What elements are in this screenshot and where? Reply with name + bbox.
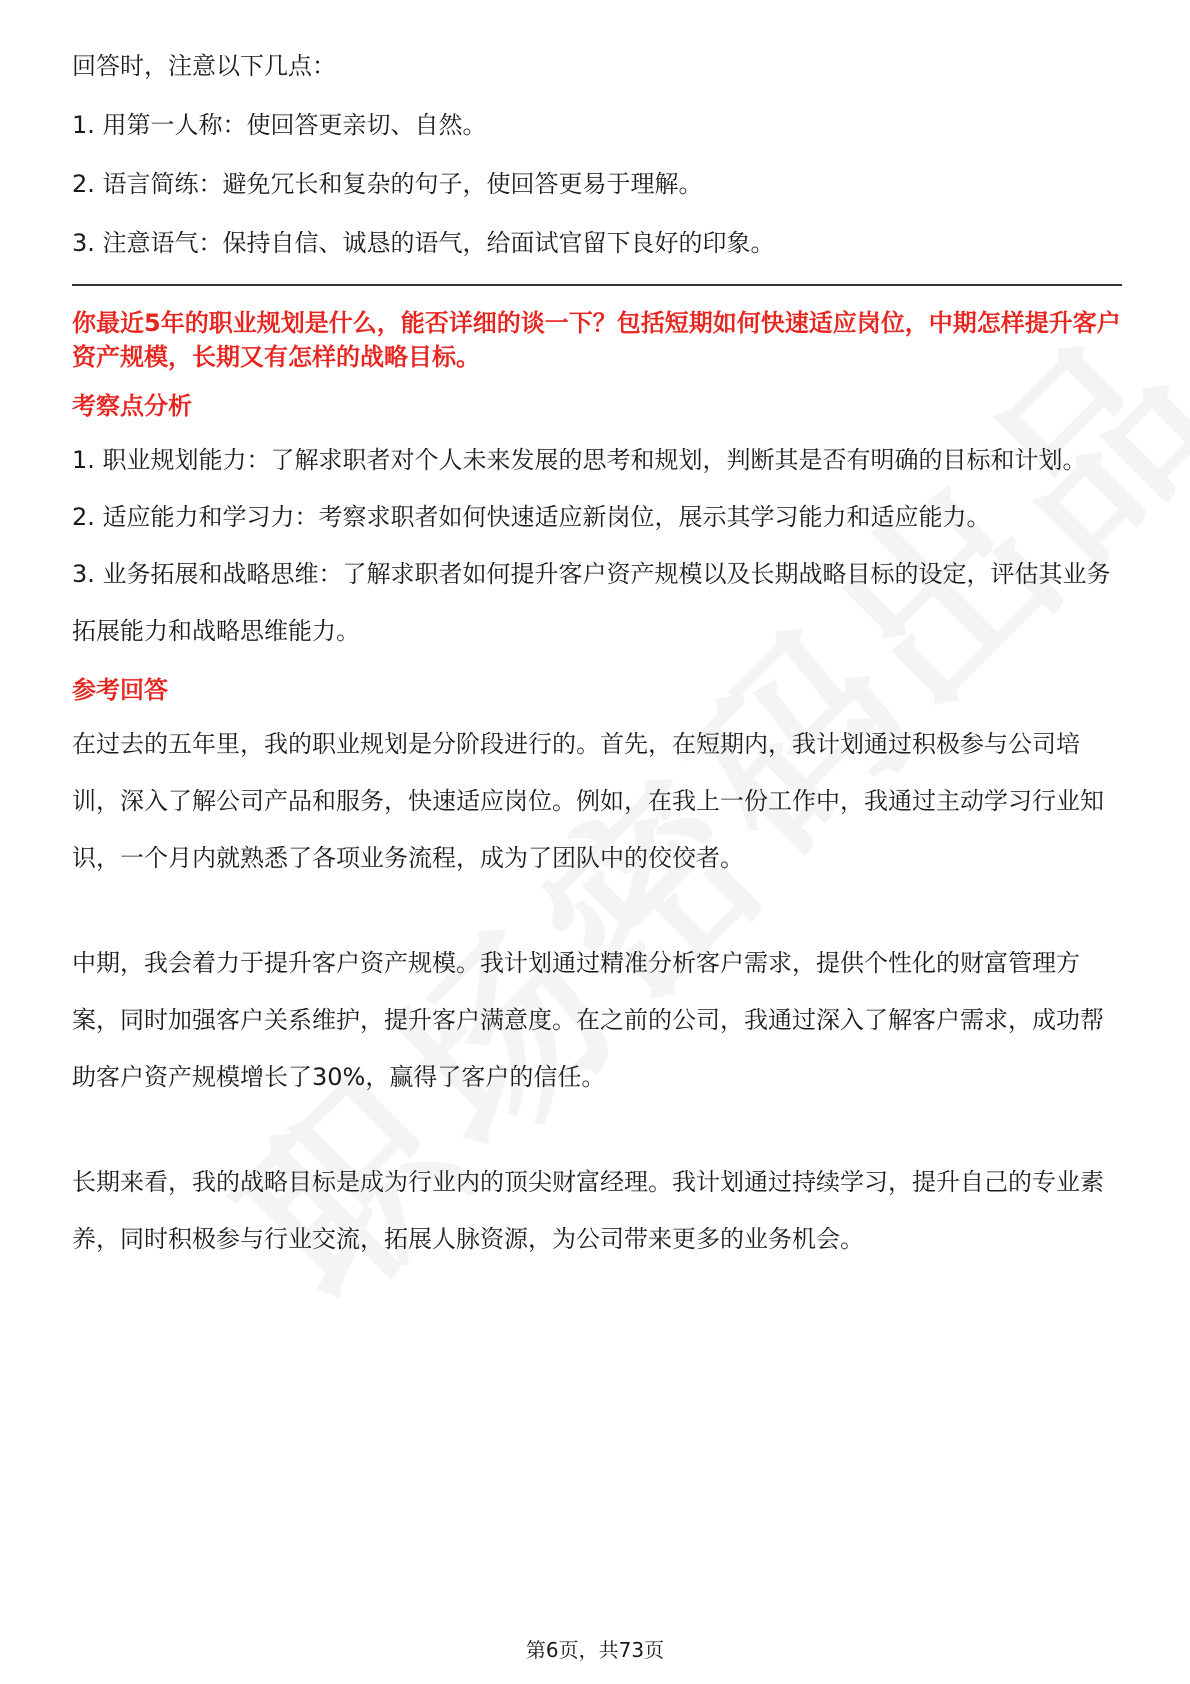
intro-point: 1. 用第一人称：使回答更亲切、自然。 <box>72 111 487 139</box>
answer-paragraph: 长期来看，我的战略目标是成为行业内的顶尖财富经理。我计划通过持续学习，提升自己的专业素养，同时积极参与行业交流，拓展人脉资源，为公司带来更多的业务机会。 <box>72 1168 1104 1253</box>
answer-paragraph: 中期，我会着力于提升客户资产规模。我计划通过精准分析客户需求，提供个性化的财富管理方案，同时加强客户关系维护，提升客户满意度。在之前的公司，我通过深入了解客户需求，成功帮助客户资产规模增长了30%，赢得了客户的信任。 <box>72 949 1104 1091</box>
intro-lead: 回答时，注意以下几点： <box>72 52 336 80</box>
answer-paragraph: 在过去的五年里，我的职业规划是分阶段进行的。首先，在短期内，我计划通过积极参与公司培训，深入了解公司产品和服务，快速适应岗位。例如，在我上一份工作中，我通过主动学习行业知识，一个月内就熟悉了各项业务流程，成为了团队中的佼佼者。 <box>72 730 1104 872</box>
analysis-point: 2. 适应能力和学习力：考察求职者如何快速适应新岗位，展示其学习能力和适应能力。 <box>72 503 991 531</box>
analysis-point: 1. 职业规划能力：了解求职者对个人未来发展的思考和规划，判断其是否有明确的目标和计划。 <box>72 446 1087 474</box>
document-body <box>72 48 1122 1268</box>
intro-point: 3. 注意语气：保持自信、诚恳的语气，给面试官留下良好的印象。 <box>72 229 775 257</box>
page-number: 第6页，共73页 <box>525 1638 665 1662</box>
interview-question: 你最近5年的职业规划是什么，能否详细的谈一下？包括短期如何快速适应岗位，中期怎样提升客户资产规模，长期又有怎样的战略目标。 <box>72 309 1121 371</box>
analysis-point: 3. 业务拓展和战略思维：了解求职者如何提升客户资产规模以及长期战略目标的设定，评估其业务拓展能力和战略思维能力。 <box>72 560 1111 645</box>
section-divider <box>72 284 1122 286</box>
answer-title: 参考回答 <box>72 676 168 704</box>
analysis-title: 考察点分析 <box>72 392 192 420</box>
intro-point: 2. 语言简练：避免冗长和复杂的句子，使回答更易于理解。 <box>72 170 703 198</box>
